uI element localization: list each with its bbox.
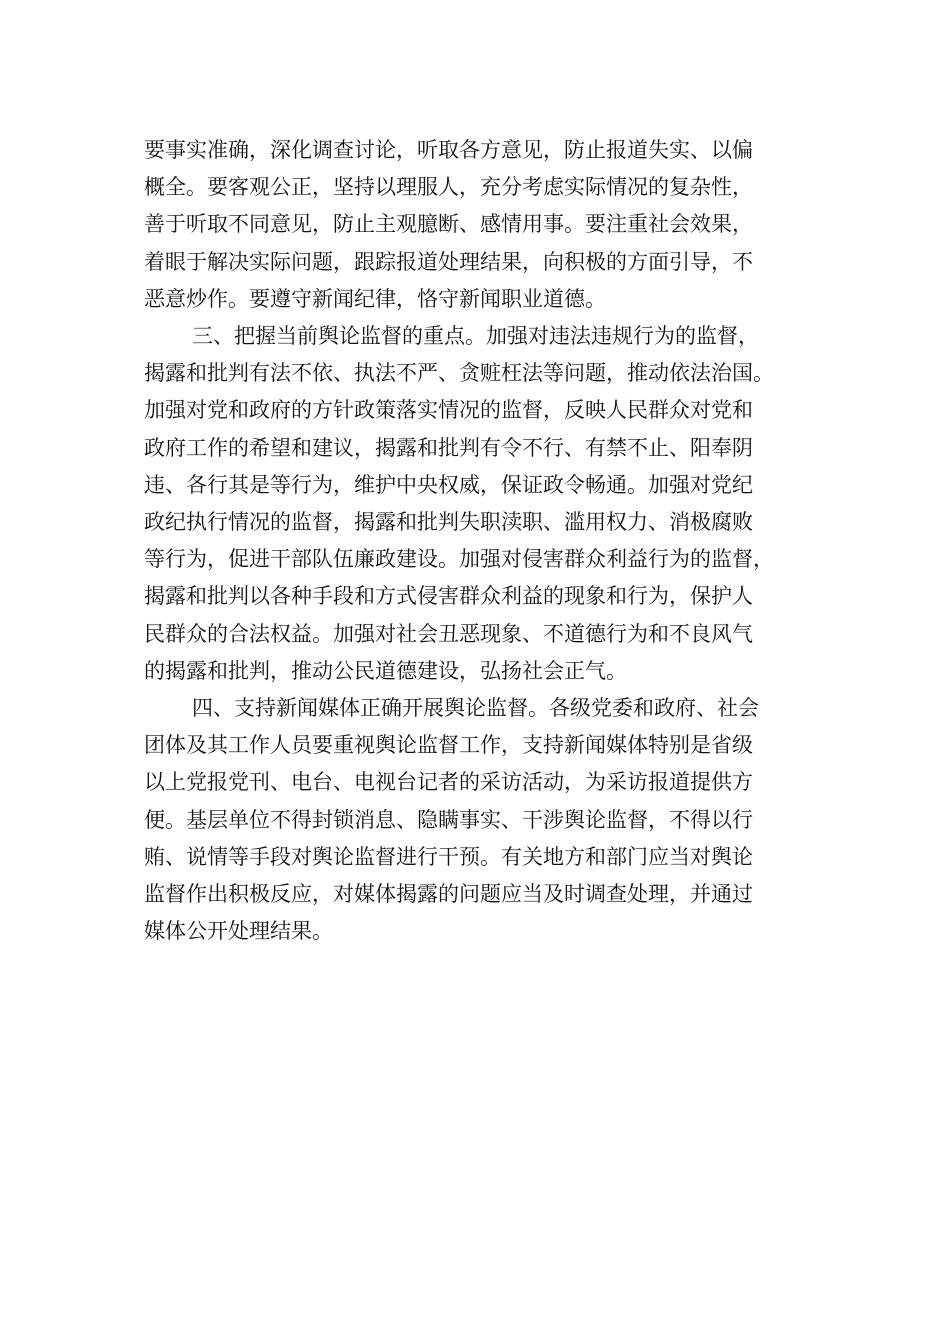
text-line: 揭露和批判有法不依、执法不严、贪赃枉法等问题，推动依法治国。 [144, 361, 774, 386]
text-line: 政纪执行情况的监督，揭露和批判失职渎职、滥用权力、消极腐败 [144, 510, 753, 535]
text-line: 四、支持新闻媒体正确开展舆论监督。各级党委和政府、社会 [192, 696, 759, 721]
text-line: 概全。要客观公正，坚持以理服人，充分考虑实际情况的复杂性， [144, 175, 753, 200]
text-line: 的揭露和批判，推动公民道德建设，弘扬社会正气。 [144, 658, 627, 683]
paragraph-1 [144, 132, 824, 318]
text-line: 恶意炒作。要遵守新闻纪律，恪守新闻职业道德。 [144, 286, 606, 311]
paragraph-3 [144, 690, 824, 950]
text-line: 善于听取不同意见，防止主观臆断、感情用事。要注重社会效果， [144, 212, 753, 237]
text-line: 揭露和批判以各种手段和方式侵害群众利益的现象和行为，保护人 [144, 584, 753, 609]
text-line: 三、把握当前舆论监督的重点。加强对违法违规行为的监督， [192, 324, 759, 349]
text-line: 便。基层单位不得封锁消息、隐瞒事实、干涉舆论监督，不得以行 [144, 807, 753, 832]
text-line: 等行为，促进干部队伍廉政建设。加强对侵害群众利益行为的监督， [144, 547, 774, 572]
document-body [144, 132, 824, 950]
text-line: 以上党报党刊、电台、电视台记者的采访活动，为采访报道提供方 [144, 770, 753, 795]
text-line: 媒体公开处理结果。 [144, 919, 333, 944]
text-line: 要事实准确，深化调查讨论，听取各方意见，防止报道失实、以偏 [144, 138, 753, 162]
text-line: 贿、说情等手段对舆论监督进行干预。有关地方和部门应当对舆论 [144, 844, 753, 869]
text-line: 违、各行其是等行为，维护中央权威，保证政令畅通。加强对党纪 [144, 472, 753, 497]
text-line: 团体及其工作人员要重视舆论监督工作，支持新闻媒体特别是省级 [144, 733, 753, 758]
text-line: 政府工作的希望和建议，揭露和批判有令不行、有禁不止、阳奉阴 [144, 435, 753, 460]
text-line: 民群众的合法权益。加强对社会丑恶现象、不道德行为和不良风气 [144, 621, 753, 646]
text-line: 加强对党和政府的方针政策落实情况的监督，反映人民群众对党和 [144, 398, 753, 423]
text-line: 监督作出积极反应，对媒体揭露的问题应当及时调查处理，并通过 [144, 882, 753, 907]
paragraph-2 [144, 318, 824, 690]
text-line: 着眼于解决实际问题，跟踪报道处理结果，向积极的方面引导，不 [144, 249, 753, 274]
